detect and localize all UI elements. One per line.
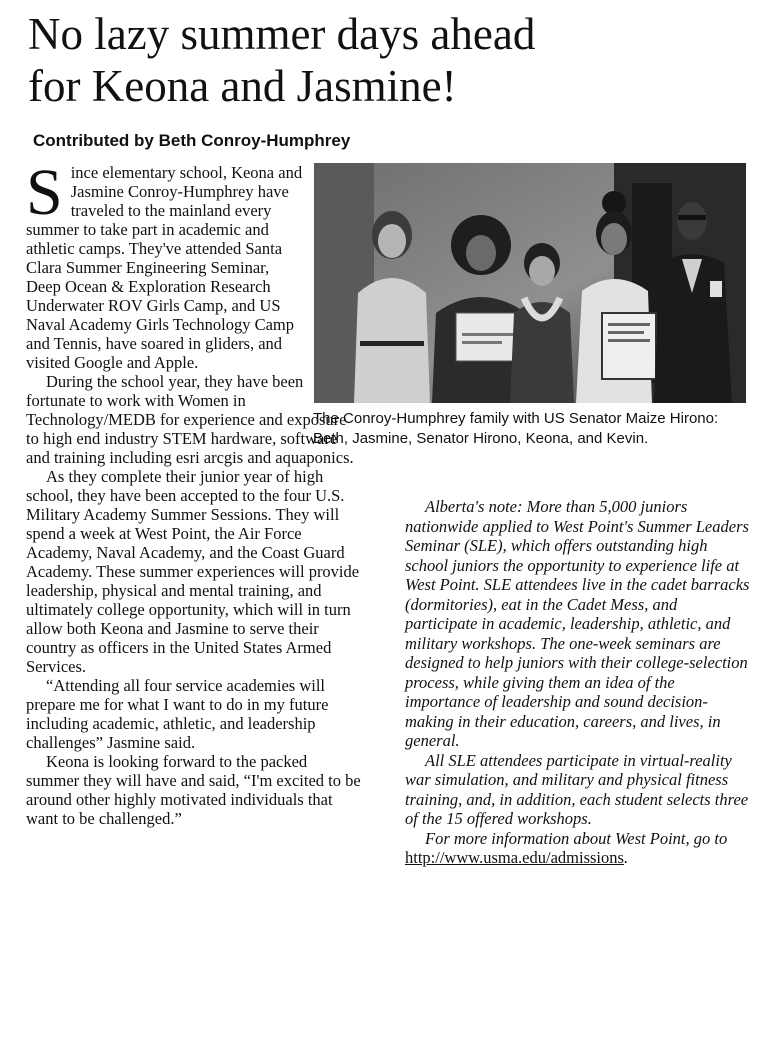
editor-note-paragraph-2: All SLE attendees participate in virtual-reality war simulation, and military and physical fitness training, and, in addition, each student selects three of the 15 offered workshops. xyxy=(405,750,749,828)
photo-caption: The Conroy-Humphrey family with US Senator Maize Hirono: Beth, Jasmine, Senator Hirono, Keona, and Kevin. xyxy=(313,410,719,447)
headline-line-1: No lazy summer days ahead xyxy=(28,9,536,59)
article-photo xyxy=(314,163,746,403)
editor-note-paragraph-3 xyxy=(405,829,750,868)
editor-note-column xyxy=(405,497,750,868)
family-photo-illustration xyxy=(314,163,746,403)
headline-line-2: for Keona and Jasmine! xyxy=(28,61,457,111)
drop-cap: S xyxy=(26,156,63,229)
article-paragraph-3: As they complete their junior year of high school, they have been accepted to the four U.S. Military Academy Summer Sessions. They will spend a week at West Point, the Air Force Academy, Naval Academy, and the Coast Guard Academy. These summer experiences will provide leadership, physical and mental training, and ultimately college opportunity, which will in turn allow both Keona and Jasmine to serve their country as officers in the United States Armed Services. xyxy=(26,467,360,676)
article-byline: Contributed by Beth Conroy-Humphrey xyxy=(33,131,351,150)
editor-note-paragraph-1: Alberta's note: More than 5,000 juniors nationwide applied to West Point's Summer Leaders Seminar (SLE), which offers outstanding high school juniors the opportunity to experience life at West Point. SLE attendees live in the cadet barracks (dormitories), eat in the Cadet Mess, and participate in academic, leadership, athletic, and military workshops. The one-week seminars are designed to help juniors with their college-selection process, while giving them an idea of the importance of leadership and sound decision-making in their education, careers, and lives, in general. xyxy=(405,497,750,750)
article-paragraph-4: “Attending all four service academies will prepare me for what I want to do in my future including academic, athletic, and leadership challenges” Jasmine said. xyxy=(26,676,329,752)
editor-note-paragraph-3-end: . xyxy=(623,848,629,867)
article-paragraph-2: During the school year, they have been fortunate to work with Women in Technology/MEDB for experience and exposure to high end industry STEM hardware, software and training including esri arcgis and aquaponics. xyxy=(26,372,354,467)
article-paragraph-1-text: ince elementary school, Keona and Jasmine Conroy-Humphrey have traveled to the mainland every summer to take part in academic and athletic camps. They've attended Santa Clara Summer Engineering Seminar, Deep Ocean & Exploration Research Underwater ROV Girls Camp, and US Naval Academy Girls Technology Camp and Tennis, have soared in gliders, and visited Google and Apple. xyxy=(26,163,303,372)
admissions-link[interactable]: http://www.usma.edu/admissions xyxy=(405,848,624,867)
article-headline xyxy=(28,8,758,112)
editor-note-paragraph-3-text: For more information about West Point, go to xyxy=(425,828,728,848)
article-paragraph-5: Keona is looking forward to the packed summer they will have and said, “I'm excited to be around other highly motivated individuals that want to be challenged.” xyxy=(26,752,361,828)
article-paragraph-1 xyxy=(26,156,308,372)
article-body-left-column xyxy=(26,156,362,828)
